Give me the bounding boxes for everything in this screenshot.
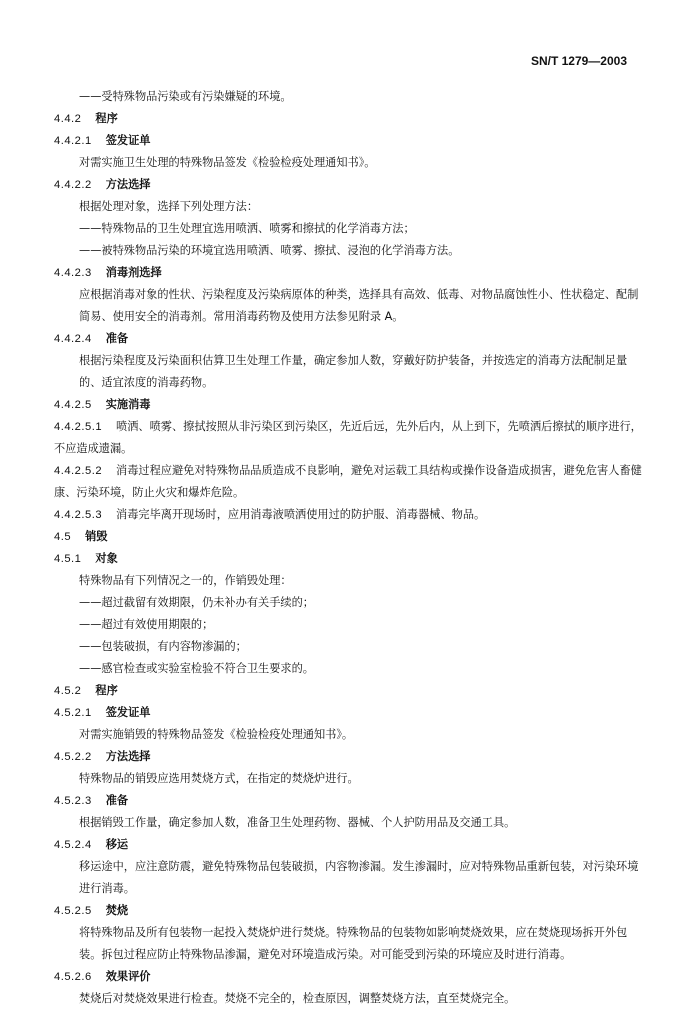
section-title: 程序 bbox=[95, 684, 118, 697]
paragraph: 将特殊物品及所有包装物一起投入焚烧炉进行焚烧。特殊物品的包装物如影响焚烧效果，应在焚烧现场拆开外包装。拆包过程应防止特殊物品渗漏，避免对环境造成污染。对可能受到污染的环境应及时进行消毒。 bbox=[79, 926, 628, 961]
text-line: ——包装破损，有内容物渗漏的； bbox=[79, 640, 247, 653]
section-title: 方法选择 bbox=[105, 178, 151, 191]
section-number: 4.4.2.5.1 bbox=[54, 421, 103, 433]
section-heading bbox=[54, 548, 644, 570]
section-title: 效果评价 bbox=[105, 970, 151, 983]
section-title: 签发证单 bbox=[105, 706, 151, 719]
section-number: 4.5.2.1 bbox=[54, 707, 92, 719]
paragraph-text: 喷洒、喷雾、擦拭按照从非污染区到污染区，先近后远，先外后内，从上到下，先喷洒后擦拭的顺序进行，不应造成遗漏。 bbox=[54, 420, 642, 455]
section-number: 4.5.1 bbox=[54, 553, 82, 565]
text-line: ——特殊物品的卫生处理宜选用喷洒、喷雾和擦拭的化学消毒方法； bbox=[79, 222, 415, 235]
section-heading bbox=[54, 328, 644, 350]
text-line: 对需实施销毁的特殊物品签发《检验检疫处理通知书》。 bbox=[79, 728, 354, 741]
section-number: 4.4.2.5 bbox=[54, 399, 92, 411]
section-heading bbox=[54, 900, 644, 922]
numbered-paragraph bbox=[54, 416, 644, 460]
section-title: 消毒剂选择 bbox=[105, 266, 162, 279]
section-heading bbox=[54, 394, 644, 416]
section-number: 4.4.2 bbox=[54, 113, 82, 125]
section-heading bbox=[54, 680, 644, 702]
text-line: ——超过截留有效期限，仍未补办有关手续的； bbox=[79, 596, 314, 609]
text-line: 特殊物品的销毁应选用焚烧方式，在指定的焚烧炉进行。 bbox=[79, 772, 359, 785]
section-number: 4.4.2.3 bbox=[54, 267, 92, 279]
text-line: ——被特殊物品污染的环境宜选用喷洒、喷雾、擦拭、浸泡的化学消毒方法。 bbox=[79, 244, 460, 257]
section-heading bbox=[54, 702, 644, 724]
section-number: 4.5 bbox=[54, 531, 72, 543]
section-number: 4.5.2.4 bbox=[54, 839, 92, 851]
text-line: 对需实施卫生处理的特殊物品签发《检验检疫处理通知书》。 bbox=[79, 156, 376, 169]
section-number: 4.5.2 bbox=[54, 685, 82, 697]
section-number: 4.5.2.5 bbox=[54, 905, 92, 917]
section-heading bbox=[54, 746, 644, 768]
section-title: 对象 bbox=[95, 552, 118, 565]
section-title: 移运 bbox=[105, 838, 129, 851]
section-heading bbox=[54, 262, 644, 284]
section-heading bbox=[54, 130, 644, 152]
section-heading bbox=[54, 790, 644, 812]
section-heading bbox=[54, 526, 644, 548]
document-body bbox=[54, 86, 644, 1010]
document-number: SN/T 1279—2003 bbox=[530, 54, 627, 68]
text-line: ——感官检查或实验室检验不符合卫生要求的。 bbox=[79, 662, 314, 675]
section-number: 4.4.2.2 bbox=[54, 179, 92, 191]
section-title: 程序 bbox=[95, 112, 118, 125]
text-line: 根据处理对象，选择下列处理方法： bbox=[79, 200, 259, 213]
section-number: 4.4.2.4 bbox=[54, 333, 92, 345]
section-title: 方法选择 bbox=[105, 750, 151, 763]
section-title: 准备 bbox=[105, 332, 129, 345]
section-number: 4.5.2.2 bbox=[54, 751, 92, 763]
section-heading bbox=[54, 834, 644, 856]
section-title: 准备 bbox=[105, 794, 129, 807]
section-number: 4.4.2.1 bbox=[54, 135, 92, 147]
text-line: 焚烧后对焚烧效果进行检查。焚烧不完全的，检查原因，调整焚烧方法，直至焚烧完全。 bbox=[79, 992, 516, 1005]
paragraph: 根据污染程度及污染面积估算卫生处理工作量，确定参加人数，穿戴好防护装备，并按选定的消毒方法配制足量的、适宜浓度的消毒药物。 bbox=[79, 354, 628, 389]
section-heading bbox=[54, 966, 644, 988]
paragraph: 移运途中，应注意防震，避免特殊物品包装破损，内容物渗漏。发生渗漏时，应对特殊物品重新包装，对污染环境进行消毒。 bbox=[79, 860, 639, 895]
section-heading bbox=[54, 108, 644, 130]
paragraph-text: 消毒过程应避免对特殊物品品质造成不良影响，避免对运载工具结构或操作设备造成损害，避免危害人畜健康、污染环境，防止火灾和爆炸危险。 bbox=[54, 464, 642, 499]
section-title: 销毁 bbox=[85, 530, 108, 543]
section-number: 4.4.2.5.3 bbox=[54, 509, 103, 521]
section-number: 4.5.2.3 bbox=[54, 795, 92, 807]
text-line: 特殊物品有下列情况之一的，作销毁处理： bbox=[79, 574, 292, 587]
numbered-paragraph bbox=[54, 460, 644, 504]
section-title: 焚烧 bbox=[105, 904, 129, 917]
section-title: 实施消毒 bbox=[105, 398, 151, 411]
paragraph-text: 消毒完毕离开现场时，应用消毒液喷洒使用过的防护服、消毒器械、物品。 bbox=[116, 508, 486, 521]
section-number: 4.4.2.5.2 bbox=[54, 465, 103, 477]
section-title: 签发证单 bbox=[105, 134, 151, 147]
paragraph: 应根据消毒对象的性状、污染程度及污染病原体的种类，选择具有高效、低毒、对物品腐蚀性小、性状稳定、配制简易、使用安全的消毒剂。常用消毒药物及使用方法参见附录 A。 bbox=[79, 288, 639, 323]
section-heading bbox=[54, 174, 644, 196]
section-number: 4.5.2.6 bbox=[54, 971, 92, 983]
numbered-paragraph bbox=[54, 504, 644, 526]
text-line: ——受特殊物品污染或有污染嫌疑的环境。 bbox=[79, 90, 292, 103]
text-line: 根据销毁工作量，确定参加人数，准备卫生处理药物、器械、个人护防用品及交通工具。 bbox=[79, 816, 516, 829]
text-line: ——超过有效使用期限的； bbox=[79, 618, 214, 631]
